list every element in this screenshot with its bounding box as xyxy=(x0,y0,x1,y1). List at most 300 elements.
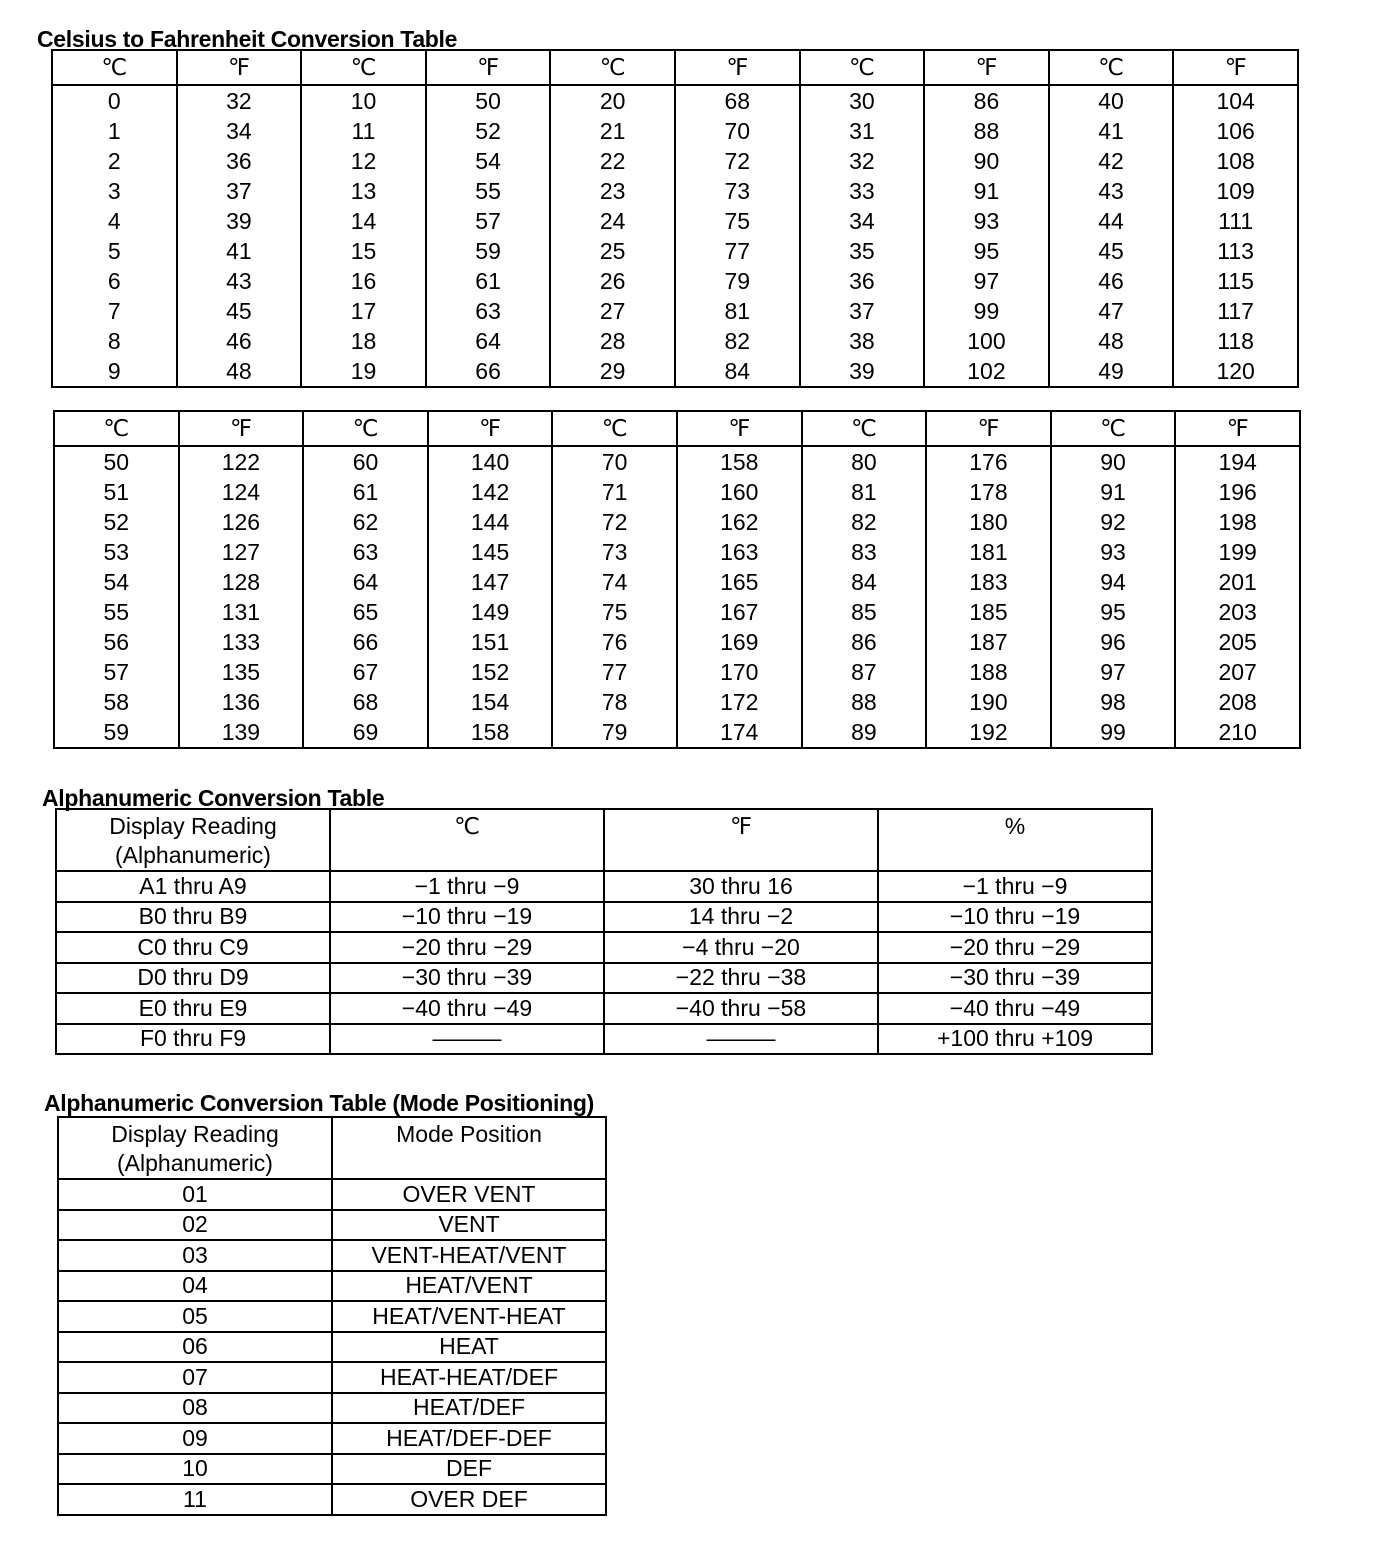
cell-fahrenheit: 41 xyxy=(177,236,302,266)
table-row xyxy=(54,717,1300,748)
cell-fahrenheit: 120 xyxy=(1173,356,1298,387)
cell-fahrenheit: 162 xyxy=(677,507,802,537)
cell-celsius: 74 xyxy=(552,567,677,597)
cell-fahrenheit: 192 xyxy=(926,717,1051,748)
cell-fahrenheit: 176 xyxy=(926,446,1051,477)
cell-fahrenheit: 170 xyxy=(677,657,802,687)
cell-fahrenheit: 95 xyxy=(924,236,1049,266)
cell-percent: +100 thru +109 xyxy=(878,1024,1152,1055)
cell-fahrenheit: 104 xyxy=(1173,85,1298,116)
cell-fahrenheit: 113 xyxy=(1173,236,1298,266)
cell-fahrenheit: 149 xyxy=(428,597,553,627)
cell-celsius: 41 xyxy=(1049,116,1174,146)
cell-fahrenheit: 46 xyxy=(177,326,302,356)
cell-fahrenheit: 180 xyxy=(926,507,1051,537)
cell-fahrenheit: 57 xyxy=(426,206,551,236)
cell-fahrenheit: 158 xyxy=(677,446,802,477)
cell-percent: −30 thru −39 xyxy=(878,963,1152,994)
table-row xyxy=(56,1024,1152,1055)
cell-fahrenheit: 84 xyxy=(675,356,800,387)
cell-celsius: 4 xyxy=(52,206,177,236)
cell-celsius: 18 xyxy=(301,326,426,356)
cell-celsius: 94 xyxy=(1051,567,1176,597)
cell-fahrenheit: 55 xyxy=(426,176,551,206)
cell-fahrenheit: 145 xyxy=(428,537,553,567)
cell-celsius: 77 xyxy=(552,657,677,687)
cell-fahrenheit: 37 xyxy=(177,176,302,206)
cell-fahrenheit: 86 xyxy=(924,85,1049,116)
col-header-percent: % xyxy=(878,809,1152,871)
cell-celsius: 98 xyxy=(1051,687,1176,717)
cell-celsius: 0 xyxy=(52,85,177,116)
cell-celsius: 52 xyxy=(54,507,179,537)
cell-display-reading: 03 xyxy=(58,1240,332,1271)
col-header-fahrenheit: ℉ xyxy=(677,411,802,446)
header-row xyxy=(52,50,1298,85)
cell-celsius: 83 xyxy=(802,537,927,567)
cell-celsius: 87 xyxy=(802,657,927,687)
cell-fahrenheit: 118 xyxy=(1173,326,1298,356)
cell-celsius: 7 xyxy=(52,296,177,326)
cell-celsius: 23 xyxy=(550,176,675,206)
cell-fahrenheit: 91 xyxy=(924,176,1049,206)
cell-celsius: 91 xyxy=(1051,477,1176,507)
cell-mode-position: HEAT/VENT xyxy=(332,1271,606,1302)
cell-fahrenheit: 79 xyxy=(675,266,800,296)
cell-fahrenheit: 183 xyxy=(926,567,1051,597)
col-header-celsius: ℃ xyxy=(303,411,428,446)
cell-fahrenheit: 73 xyxy=(675,176,800,206)
cell-fahrenheit: 158 xyxy=(428,717,553,748)
table-row xyxy=(54,507,1300,537)
cell-fahrenheit: 169 xyxy=(677,627,802,657)
cell-celsius: 47 xyxy=(1049,296,1174,326)
cell-celsius: 39 xyxy=(800,356,925,387)
table-row xyxy=(52,85,1298,116)
col-header-fahrenheit: ℉ xyxy=(924,50,1049,85)
cell-fahrenheit: 52 xyxy=(426,116,551,146)
table-row xyxy=(54,537,1300,567)
cell-fahrenheit: 181 xyxy=(926,537,1051,567)
col-header-mode-position: Mode Position xyxy=(332,1117,606,1179)
cell-celsius: 15 xyxy=(301,236,426,266)
cell-celsius: 92 xyxy=(1051,507,1176,537)
cell-celsius: 71 xyxy=(552,477,677,507)
table-row xyxy=(58,1332,606,1363)
cell-fahrenheit: 102 xyxy=(924,356,1049,387)
cell-display-reading: 10 xyxy=(58,1454,332,1485)
cell-celsius: 67 xyxy=(303,657,428,687)
cell-mode-position: DEF xyxy=(332,1454,606,1485)
cell-celsius: 30 xyxy=(800,85,925,116)
cell-fahrenheit: 88 xyxy=(924,116,1049,146)
col-header-celsius: ℃ xyxy=(552,411,677,446)
cell-fahrenheit: 39 xyxy=(177,206,302,236)
cell-mode-position: HEAT/VENT-HEAT xyxy=(332,1301,606,1332)
cell-celsius: 59 xyxy=(54,717,179,748)
cell-celsius: 97 xyxy=(1051,657,1176,687)
cell-celsius: 11 xyxy=(301,116,426,146)
cell-celsius: 42 xyxy=(1049,146,1174,176)
cell-fahrenheit: −40 thru −58 xyxy=(604,993,878,1024)
cell-celsius: 6 xyxy=(52,266,177,296)
cell-celsius: 85 xyxy=(802,597,927,627)
header-row xyxy=(54,411,1300,446)
cell-celsius: 73 xyxy=(552,537,677,567)
table-row xyxy=(58,1210,606,1241)
cell-fahrenheit: ——— xyxy=(604,1024,878,1055)
cell-celsius: 51 xyxy=(54,477,179,507)
cell-fahrenheit: 142 xyxy=(428,477,553,507)
cell-celsius: 58 xyxy=(54,687,179,717)
cell-fahrenheit: 135 xyxy=(179,657,304,687)
cell-percent: −20 thru −29 xyxy=(878,932,1152,963)
col-header-fahrenheit: ℉ xyxy=(426,50,551,85)
col-header-fahrenheit: ℉ xyxy=(179,411,304,446)
cell-celsius: 38 xyxy=(800,326,925,356)
cell-celsius: 8 xyxy=(52,326,177,356)
celsius-table-block-2 xyxy=(53,410,1301,749)
table-row xyxy=(54,687,1300,717)
cell-fahrenheit: 160 xyxy=(677,477,802,507)
cell-fahrenheit: 144 xyxy=(428,507,553,537)
cell-fahrenheit: 172 xyxy=(677,687,802,717)
table-row xyxy=(56,871,1152,902)
cell-display-reading: B0 thru B9 xyxy=(56,902,330,933)
cell-fahrenheit: 34 xyxy=(177,116,302,146)
cell-fahrenheit: 43 xyxy=(177,266,302,296)
cell-fahrenheit: 124 xyxy=(179,477,304,507)
cell-mode-position: VENT xyxy=(332,1210,606,1241)
cell-display-reading: 01 xyxy=(58,1179,332,1210)
cell-percent: −1 thru −9 xyxy=(878,871,1152,902)
col-header-celsius: ℃ xyxy=(1049,50,1174,85)
cell-fahrenheit: 188 xyxy=(926,657,1051,687)
cell-fahrenheit: 77 xyxy=(675,236,800,266)
cell-fahrenheit: 82 xyxy=(675,326,800,356)
cell-celsius: 78 xyxy=(552,687,677,717)
mode-table-title: Alphanumeric Conversion Table (Mode Positioning) xyxy=(44,1090,594,1116)
cell-celsius: 84 xyxy=(802,567,927,597)
cell-fahrenheit: 127 xyxy=(179,537,304,567)
cell-celsius: −1 thru −9 xyxy=(330,871,604,902)
cell-fahrenheit: 66 xyxy=(426,356,551,387)
cell-celsius: 62 xyxy=(303,507,428,537)
cell-fahrenheit: 48 xyxy=(177,356,302,387)
table-row xyxy=(54,477,1300,507)
cell-celsius: 25 xyxy=(550,236,675,266)
cell-fahrenheit: 196 xyxy=(1175,477,1300,507)
cell-celsius: 37 xyxy=(800,296,925,326)
cell-fahrenheit: 199 xyxy=(1175,537,1300,567)
cell-fahrenheit: 194 xyxy=(1175,446,1300,477)
cell-fahrenheit: 187 xyxy=(926,627,1051,657)
cell-display-reading: 07 xyxy=(58,1362,332,1393)
table-row xyxy=(54,657,1300,687)
table-row xyxy=(52,206,1298,236)
col-header-fahrenheit: ℉ xyxy=(428,411,553,446)
cell-celsius: 17 xyxy=(301,296,426,326)
cell-mode-position: OVER VENT xyxy=(332,1179,606,1210)
alpha-table-title: Alphanumeric Conversion Table xyxy=(42,785,385,811)
celsius-table-title: Celsius to Fahrenheit Conversion Table xyxy=(37,26,458,52)
celsius-table-block-1 xyxy=(51,49,1299,388)
table-row xyxy=(54,567,1300,597)
header-row xyxy=(56,809,1152,871)
cell-celsius: 56 xyxy=(54,627,179,657)
cell-celsius: 24 xyxy=(550,206,675,236)
col-header-celsius: ℃ xyxy=(802,411,927,446)
cell-display-reading: 05 xyxy=(58,1301,332,1332)
table-row xyxy=(52,116,1298,146)
cell-fahrenheit: 207 xyxy=(1175,657,1300,687)
col-header-fahrenheit: ℉ xyxy=(604,809,878,871)
cell-fahrenheit: 154 xyxy=(428,687,553,717)
alpha-table xyxy=(55,808,1153,1055)
cell-percent: −40 thru −49 xyxy=(878,993,1152,1024)
cell-celsius: 29 xyxy=(550,356,675,387)
cell-fahrenheit: 75 xyxy=(675,206,800,236)
cell-celsius: 26 xyxy=(550,266,675,296)
cell-fahrenheit: 100 xyxy=(924,326,1049,356)
cell-fahrenheit: 203 xyxy=(1175,597,1300,627)
col-header-celsius: ℃ xyxy=(52,50,177,85)
cell-celsius: 33 xyxy=(800,176,925,206)
mode-table xyxy=(57,1116,607,1516)
cell-celsius: 12 xyxy=(301,146,426,176)
cell-fahrenheit: 97 xyxy=(924,266,1049,296)
cell-fahrenheit: 36 xyxy=(177,146,302,176)
cell-fahrenheit: 174 xyxy=(677,717,802,748)
table-row xyxy=(52,266,1298,296)
table-row xyxy=(58,1393,606,1424)
cell-celsius: 5 xyxy=(52,236,177,266)
cell-celsius: 10 xyxy=(301,85,426,116)
cell-fahrenheit: 152 xyxy=(428,657,553,687)
cell-fahrenheit: 167 xyxy=(677,597,802,627)
cell-fahrenheit: 163 xyxy=(677,537,802,567)
cell-celsius: 16 xyxy=(301,266,426,296)
cell-fahrenheit: 90 xyxy=(924,146,1049,176)
cell-celsius: 36 xyxy=(800,266,925,296)
cell-fahrenheit: 99 xyxy=(924,296,1049,326)
cell-celsius: 2 xyxy=(52,146,177,176)
cell-fahrenheit: 198 xyxy=(1175,507,1300,537)
cell-celsius: 20 xyxy=(550,85,675,116)
cell-fahrenheit: 201 xyxy=(1175,567,1300,597)
col-header-celsius: ℃ xyxy=(54,411,179,446)
cell-celsius: 89 xyxy=(802,717,927,748)
cell-celsius: 66 xyxy=(303,627,428,657)
cell-fahrenheit: 32 xyxy=(177,85,302,116)
cell-fahrenheit: 68 xyxy=(675,85,800,116)
table-row xyxy=(52,296,1298,326)
cell-celsius: 75 xyxy=(552,597,677,627)
cell-fahrenheit: 190 xyxy=(926,687,1051,717)
cell-celsius: 57 xyxy=(54,657,179,687)
cell-display-reading: D0 thru D9 xyxy=(56,963,330,994)
cell-mode-position: OVER DEF xyxy=(332,1484,606,1515)
cell-fahrenheit: 108 xyxy=(1173,146,1298,176)
cell-fahrenheit: 64 xyxy=(426,326,551,356)
table-row xyxy=(52,236,1298,266)
cell-celsius: 88 xyxy=(802,687,927,717)
cell-celsius: 3 xyxy=(52,176,177,206)
col-header-celsius: ℃ xyxy=(800,50,925,85)
col-header-celsius: ℃ xyxy=(301,50,426,85)
cell-fahrenheit: 54 xyxy=(426,146,551,176)
cell-celsius: −20 thru −29 xyxy=(330,932,604,963)
table-row xyxy=(58,1271,606,1302)
cell-celsius: 69 xyxy=(303,717,428,748)
cell-celsius: 65 xyxy=(303,597,428,627)
cell-celsius: 35 xyxy=(800,236,925,266)
cell-celsius: −40 thru −49 xyxy=(330,993,604,1024)
table-row xyxy=(52,326,1298,356)
cell-display-reading: E0 thru E9 xyxy=(56,993,330,1024)
cell-mode-position: HEAT xyxy=(332,1332,606,1363)
cell-display-reading: 08 xyxy=(58,1393,332,1424)
table-row xyxy=(54,627,1300,657)
cell-fahrenheit: 136 xyxy=(179,687,304,717)
cell-mode-position: VENT-HEAT/VENT xyxy=(332,1240,606,1271)
cell-celsius: 80 xyxy=(802,446,927,477)
cell-display-reading: 02 xyxy=(58,1210,332,1241)
cell-fahrenheit: 208 xyxy=(1175,687,1300,717)
cell-fahrenheit: 147 xyxy=(428,567,553,597)
col-header-fahrenheit: ℉ xyxy=(1175,411,1300,446)
cell-display-reading: 09 xyxy=(58,1423,332,1454)
table-row xyxy=(56,932,1152,963)
cell-celsius: −10 thru −19 xyxy=(330,902,604,933)
cell-fahrenheit: 30 thru 16 xyxy=(604,871,878,902)
cell-celsius: 19 xyxy=(301,356,426,387)
cell-celsius: 28 xyxy=(550,326,675,356)
cell-fahrenheit: 139 xyxy=(179,717,304,748)
cell-fahrenheit: 151 xyxy=(428,627,553,657)
cell-fahrenheit: 72 xyxy=(675,146,800,176)
cell-fahrenheit: 210 xyxy=(1175,717,1300,748)
cell-fahrenheit: 126 xyxy=(179,507,304,537)
cell-fahrenheit: 133 xyxy=(179,627,304,657)
cell-celsius: 53 xyxy=(54,537,179,567)
cell-celsius: 72 xyxy=(552,507,677,537)
cell-celsius: 43 xyxy=(1049,176,1174,206)
cell-celsius: 1 xyxy=(52,116,177,146)
cell-celsius: 70 xyxy=(552,446,677,477)
table-row xyxy=(58,1362,606,1393)
cell-celsius: 99 xyxy=(1051,717,1176,748)
cell-fahrenheit: 81 xyxy=(675,296,800,326)
cell-fahrenheit: 70 xyxy=(675,116,800,146)
cell-celsius: 55 xyxy=(54,597,179,627)
cell-display-reading: F0 thru F9 xyxy=(56,1024,330,1055)
cell-fahrenheit: 109 xyxy=(1173,176,1298,206)
col-header-fahrenheit: ℉ xyxy=(177,50,302,85)
table-row xyxy=(58,1240,606,1271)
cell-percent: −10 thru −19 xyxy=(878,902,1152,933)
col-header-fahrenheit: ℉ xyxy=(926,411,1051,446)
cell-celsius: 81 xyxy=(802,477,927,507)
cell-celsius: 49 xyxy=(1049,356,1174,387)
table-row xyxy=(54,446,1300,477)
col-header-celsius: ℃ xyxy=(330,809,604,871)
cell-celsius: 21 xyxy=(550,116,675,146)
cell-display-reading: 04 xyxy=(58,1271,332,1302)
cell-celsius: 34 xyxy=(800,206,925,236)
col-header-display-reading: Display Reading (Alphanumeric) xyxy=(58,1117,332,1179)
table-row xyxy=(54,597,1300,627)
cell-celsius: 68 xyxy=(303,687,428,717)
cell-celsius: 76 xyxy=(552,627,677,657)
cell-fahrenheit: 61 xyxy=(426,266,551,296)
col-header-celsius: ℃ xyxy=(1051,411,1176,446)
cell-celsius: 22 xyxy=(550,146,675,176)
cell-celsius: 63 xyxy=(303,537,428,567)
cell-display-reading: C0 thru C9 xyxy=(56,932,330,963)
cell-fahrenheit: 111 xyxy=(1173,206,1298,236)
cell-fahrenheit: 165 xyxy=(677,567,802,597)
table-row xyxy=(58,1484,606,1515)
cell-celsius: 60 xyxy=(303,446,428,477)
cell-fahrenheit: 185 xyxy=(926,597,1051,627)
cell-display-reading: 11 xyxy=(58,1484,332,1515)
cell-celsius: 96 xyxy=(1051,627,1176,657)
cell-celsius: −30 thru −39 xyxy=(330,963,604,994)
cell-celsius: 90 xyxy=(1051,446,1176,477)
table-row xyxy=(52,146,1298,176)
cell-celsius: 93 xyxy=(1051,537,1176,567)
cell-fahrenheit: 178 xyxy=(926,477,1051,507)
table-row xyxy=(58,1454,606,1485)
cell-fahrenheit: 93 xyxy=(924,206,1049,236)
cell-fahrenheit: 117 xyxy=(1173,296,1298,326)
table-row xyxy=(58,1423,606,1454)
cell-celsius: 14 xyxy=(301,206,426,236)
cell-celsius: 9 xyxy=(52,356,177,387)
table-row xyxy=(52,356,1298,387)
cell-celsius: 27 xyxy=(550,296,675,326)
cell-celsius: 32 xyxy=(800,146,925,176)
cell-celsius: 45 xyxy=(1049,236,1174,266)
cell-mode-position: HEAT-HEAT/DEF xyxy=(332,1362,606,1393)
cell-celsius: 61 xyxy=(303,477,428,507)
cell-fahrenheit: −22 thru −38 xyxy=(604,963,878,994)
cell-fahrenheit: 128 xyxy=(179,567,304,597)
table-row xyxy=(56,902,1152,933)
cell-mode-position: HEAT/DEF xyxy=(332,1393,606,1424)
cell-celsius: 95 xyxy=(1051,597,1176,627)
cell-celsius: 54 xyxy=(54,567,179,597)
cell-fahrenheit: 50 xyxy=(426,85,551,116)
cell-celsius: 50 xyxy=(54,446,179,477)
cell-fahrenheit: 106 xyxy=(1173,116,1298,146)
table-row xyxy=(58,1179,606,1210)
cell-fahrenheit: 63 xyxy=(426,296,551,326)
cell-celsius: ——— xyxy=(330,1024,604,1055)
cell-fahrenheit: 115 xyxy=(1173,266,1298,296)
col-header-fahrenheit: ℉ xyxy=(1173,50,1298,85)
table-row xyxy=(58,1301,606,1332)
cell-celsius: 46 xyxy=(1049,266,1174,296)
cell-celsius: 44 xyxy=(1049,206,1174,236)
header-row xyxy=(58,1117,606,1179)
cell-celsius: 64 xyxy=(303,567,428,597)
cell-mode-position: HEAT/DEF-DEF xyxy=(332,1423,606,1454)
col-header-celsius: ℃ xyxy=(550,50,675,85)
cell-fahrenheit: 45 xyxy=(177,296,302,326)
cell-celsius: 31 xyxy=(800,116,925,146)
